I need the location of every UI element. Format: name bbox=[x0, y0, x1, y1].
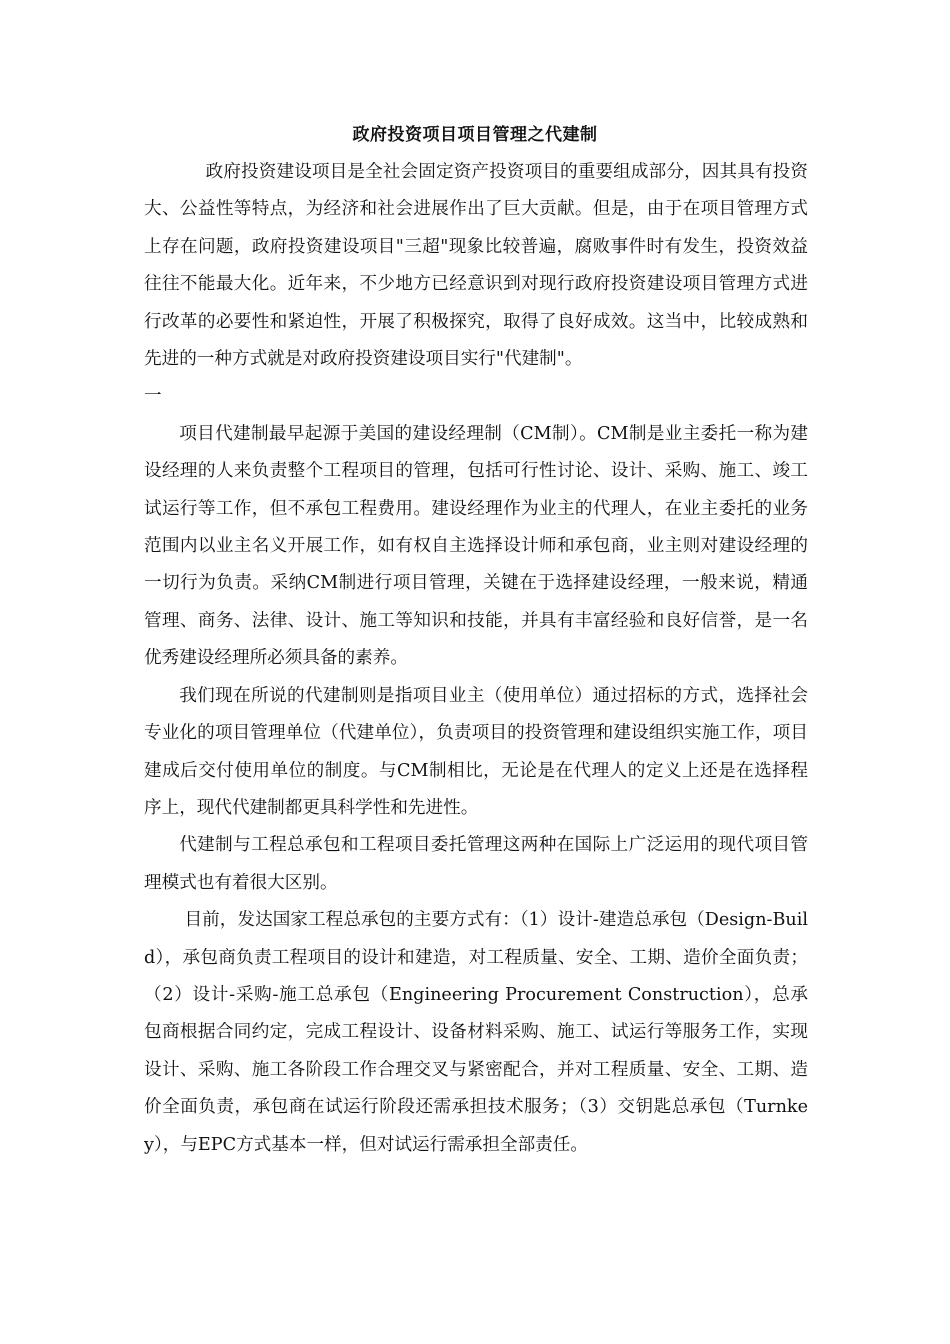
intro-paragraph: 政府投资建设项目是全社会固定资产投资项目的重要组成部分，因其具有投资大、公益性等特点，为经济和社会进展作出了巨大贡献。但是，由于在项目管理方式上存在问题，政府投资建设项目"三超"现象比较普遍，腐败事件时有发生，投资效益往往不能最大化。近年来，不少地方已经意识到对现行政府投资建设项目管理方式进行改革的必要性和紧迫性，开展了积极探究，取得了良好成效。这当中，比较成熟和先进的一种方式就是对政府投资建设项目实行"代建制"。 bbox=[144, 162, 808, 370]
difference-paragraph: 代建制与工程总承包和工程项目委托管理这两种在国际上广泛运用的现代项目管理模式也有着很大区别。 bbox=[144, 835, 808, 893]
general-contracting-paragraph: 目前，发达国家工程总承包的主要方式有：（1）设计-建造总承包（Design-Build），承包商负责工程项目的设计和建造，对工程质量、安全、工期、造价全面负责；（2）设计-采购-施工总承包（Engineering Procurement Construction），总承包商根据合同约定，完成工程设计、设备材料采购、施工、试运行等服务工作，实现设计、采购、施工各阶段工作合理交叉与紧密配合，并对工程质量、安全、工期、造价全面负责，承包商在试运行阶段还需承担技术服务；（3）交钥匙总承包（Turnkey），与EPC方式基本一样，但对试运行需承担全部责任。 bbox=[144, 910, 808, 1155]
document-body bbox=[144, 154, 808, 1164]
cm-origin-paragraph: 项目代建制最早起源于美国的建设经理制（CM制）。CM制是业主委托一称为建设经理的人来负责整个工程项目的管理，包括可行性讨论、设计、采购、施工、竣工试运行等工作，但不承包工程费用。建设经理作为业主的代理人，在业主委托的业务范围内以业主名义开展工作，如有权自主选择设计师和承包商，业主则对建设经理的一切行为负责。采纳CM制进行项目管理，关键在于选择建设经理，一般来说，精通管理、商务、法律、设计、施工等知识和技能，并具有丰富经验和良好信誉，是一名优秀建设经理所必须具备的素养。 bbox=[144, 423, 808, 669]
document-title: 政府投资项目项目管理之代建制 bbox=[352, 125, 598, 145]
modern-definition-paragraph: 我们现在所说的代建制则是指项目业主（使用单位）通过招标的方式，选择社会专业化的项目管理单位（代建单位），负责项目的投资管理和建设组织实施工作，项目建成后交付使用单位的制度。与CM制相比，无论是在代理人的定义上还是在选择程序上，现代代建制都更具科学性和先进性。 bbox=[144, 685, 808, 818]
section-number: 一 bbox=[144, 386, 162, 407]
